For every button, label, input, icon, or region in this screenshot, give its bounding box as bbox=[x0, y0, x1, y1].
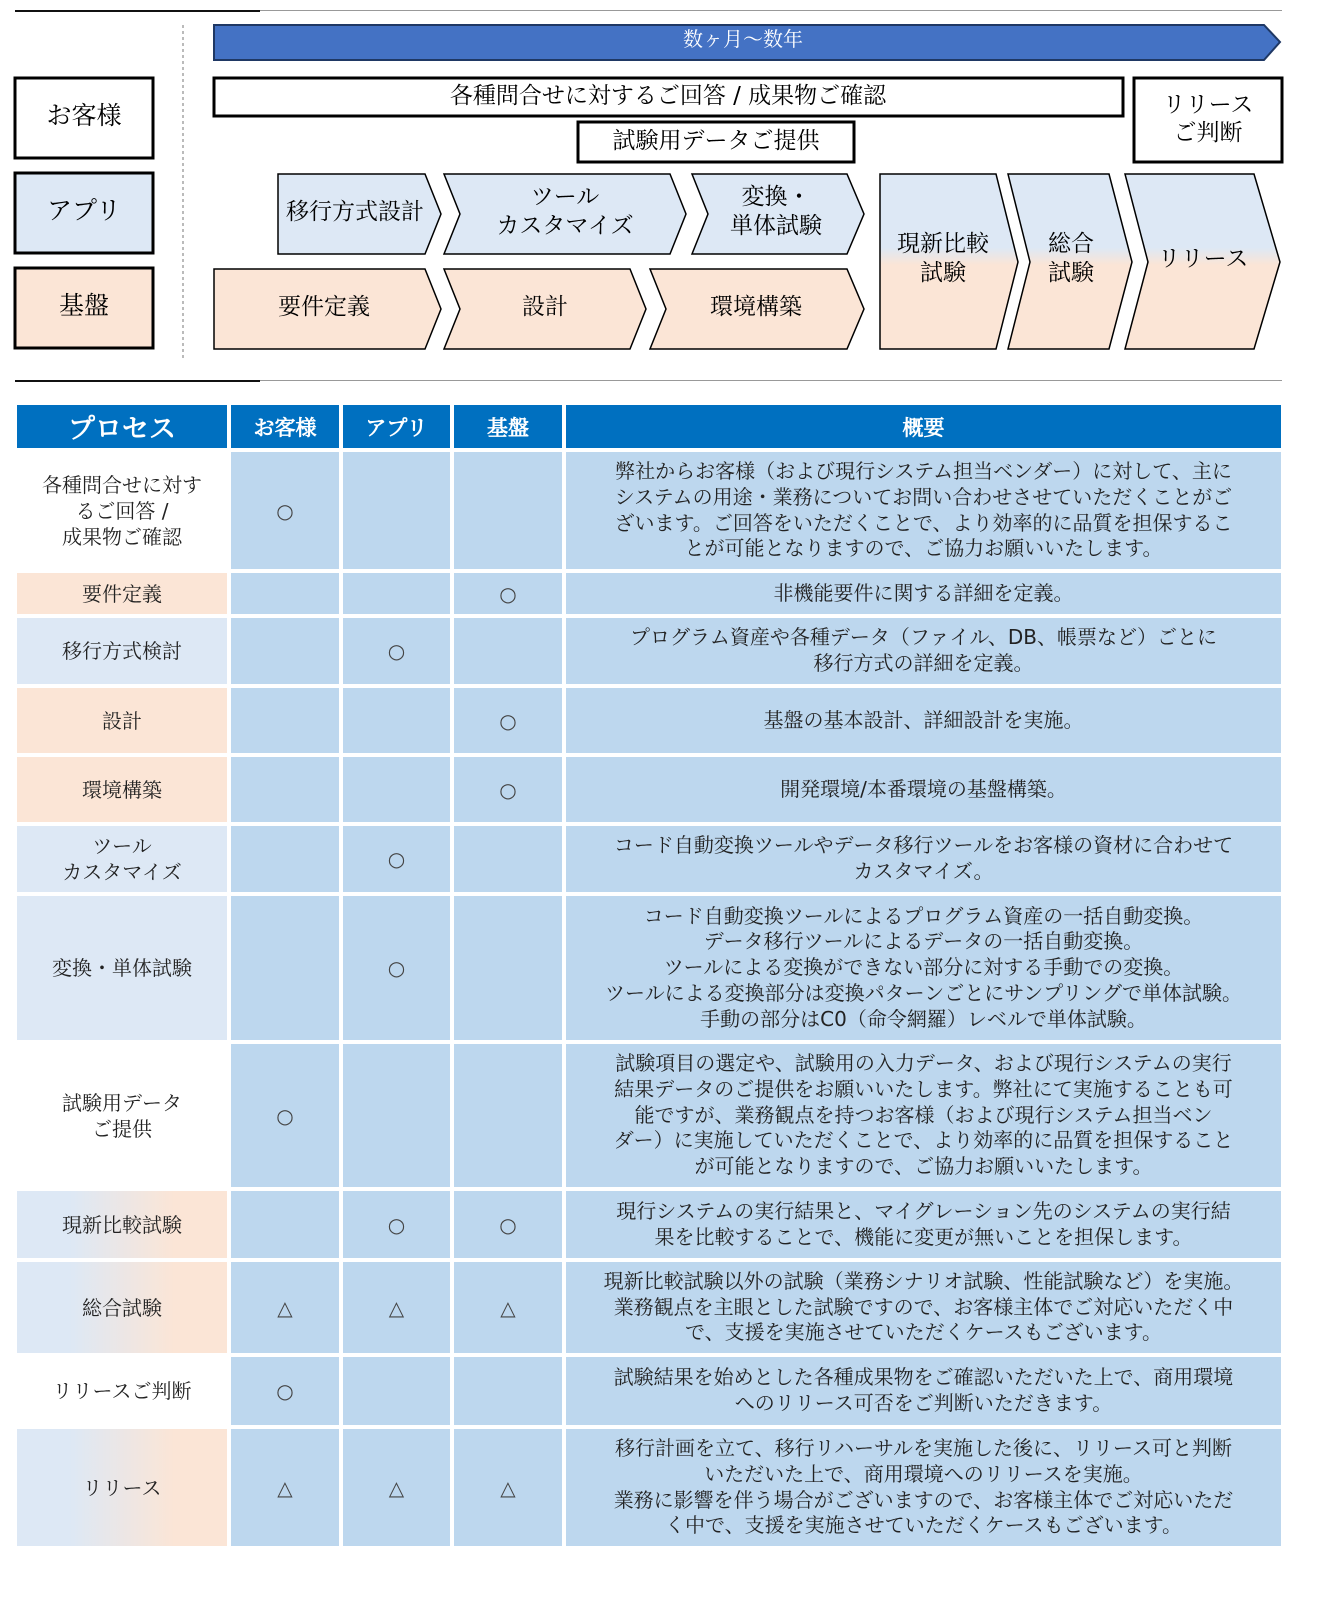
svg-text:総合: 総合 bbox=[1048, 231, 1094, 257]
process-name-line: 各種問合せに対す bbox=[42, 472, 202, 497]
header-process: プロセス bbox=[17, 405, 227, 448]
app-role-mark bbox=[343, 1044, 450, 1187]
process-name-line: リリースご判断 bbox=[52, 1379, 192, 1403]
base-role-mark: ○ bbox=[454, 688, 562, 753]
process-name-line: カスタマイズ bbox=[62, 860, 182, 884]
process-name-line: 現新比較試験 bbox=[62, 1212, 182, 1237]
customer-role-mark bbox=[231, 688, 339, 753]
svg-text:数ヶ月〜数年: 数ヶ月〜数年 bbox=[683, 27, 803, 51]
base-role-mark: ○ bbox=[454, 757, 562, 822]
summary-line: 業務に影響を伴う場合がございますので、お客様主体でご対応いただ bbox=[613, 1487, 1234, 1512]
table-row bbox=[17, 896, 1281, 1040]
process-name-line: ツール bbox=[92, 834, 152, 858]
process-name-line: 変換・単体試験 bbox=[52, 956, 192, 980]
app-role-mark: ○ bbox=[343, 896, 450, 1040]
process-cell bbox=[17, 573, 227, 614]
process-name-line: 設計 bbox=[102, 708, 142, 733]
summary-line: 試験項目の選定や、試験用の入力データ、および現行システムの実行 bbox=[615, 1051, 1232, 1075]
customer-role-mark bbox=[231, 826, 339, 892]
base-role-mark bbox=[454, 1044, 562, 1187]
process-cell bbox=[17, 1357, 227, 1425]
svg-text:ご判断: ご判断 bbox=[1173, 120, 1243, 146]
process-cell bbox=[17, 757, 227, 822]
summary-cell bbox=[566, 573, 1281, 614]
customer-role-mark bbox=[231, 618, 339, 684]
step-integration-test bbox=[1008, 174, 1132, 349]
summary-line: 結果データのご提供をお願いいたします。弊社にて実施することも可 bbox=[614, 1076, 1233, 1101]
table-header-row bbox=[17, 405, 1281, 448]
customer-role-mark bbox=[231, 573, 339, 614]
header-base: 基盤 bbox=[454, 405, 562, 448]
customer-role-mark: ○ bbox=[231, 452, 339, 569]
svg-text:設計: 設計 bbox=[522, 294, 568, 320]
base-role-mark bbox=[454, 826, 562, 892]
process-name-line: 成果物ご確認 bbox=[62, 524, 182, 549]
base-role-mark: ○ bbox=[454, 1191, 562, 1258]
summary-line: コード自動変換ツールやデータ移行ツールをお客様の資材に合わせて bbox=[613, 833, 1234, 858]
app-role-mark: △ bbox=[343, 1262, 450, 1353]
svg-text:基盤: 基盤 bbox=[58, 291, 110, 320]
summary-cell bbox=[566, 1429, 1281, 1546]
summary-cell bbox=[566, 618, 1281, 684]
process-cell bbox=[17, 896, 227, 1040]
svg-text:変換・: 変換・ bbox=[741, 184, 811, 210]
summary-line: システムの用途・業務についてお問い合わせさせていただくことがご bbox=[614, 484, 1233, 509]
base-role-mark bbox=[454, 1357, 562, 1425]
process-flow-diagram bbox=[0, 0, 1320, 372]
process-cell bbox=[17, 618, 227, 684]
process-cell bbox=[17, 1429, 227, 1546]
svg-text:アプリ: アプリ bbox=[46, 196, 122, 225]
process-cell bbox=[17, 1191, 227, 1258]
summary-cell bbox=[566, 1044, 1281, 1187]
summary-cell bbox=[566, 688, 1281, 753]
task-release-decision bbox=[1134, 78, 1282, 162]
svg-text:リリース: リリース bbox=[1162, 92, 1254, 118]
svg-text:リリース: リリース bbox=[1157, 246, 1249, 272]
app-role-mark: ○ bbox=[343, 618, 450, 684]
summary-line: 果を比較することで、機能に変更が無いことを担保します。 bbox=[654, 1224, 1193, 1249]
step-design bbox=[444, 269, 646, 349]
base-role-mark: △ bbox=[454, 1429, 562, 1546]
table-row bbox=[17, 1357, 1281, 1425]
step-comparison-test bbox=[880, 174, 1018, 349]
summary-line: が可能となりますので、ご協力お願いいたします。 bbox=[694, 1154, 1153, 1179]
summary-line: プログラム資産や各種データ（ファイル、DB、帳票など）ごとに bbox=[630, 625, 1217, 650]
svg-text:試験: 試験 bbox=[920, 260, 966, 286]
legend-customer bbox=[15, 78, 153, 158]
process-table bbox=[13, 401, 1285, 1550]
summary-line: く中で、支援を実施させていただくケースもございます。 bbox=[665, 1513, 1182, 1538]
summary-line: 試験結果を始めとした各種成果物をご確認いただいた上で、商用環境 bbox=[613, 1365, 1234, 1390]
customer-role-mark bbox=[231, 896, 339, 1040]
summary-cell bbox=[566, 757, 1281, 822]
svg-text:試験用データご提供: 試験用データご提供 bbox=[612, 128, 820, 154]
customer-role-mark: ○ bbox=[231, 1044, 339, 1187]
svg-text:ツール: ツール bbox=[530, 184, 600, 210]
table-row bbox=[17, 688, 1281, 753]
process-cell bbox=[17, 688, 227, 753]
svg-text:要件定義: 要件定義 bbox=[278, 294, 370, 320]
customer-role-mark bbox=[231, 757, 339, 822]
process-name-line: リリース bbox=[82, 1475, 162, 1500]
process-name-line: 試験用データ bbox=[62, 1090, 182, 1115]
app-role-mark bbox=[343, 1357, 450, 1425]
summary-line: 基盤の基本設計、詳細設計を実施。 bbox=[763, 707, 1084, 732]
table-row bbox=[17, 1262, 1281, 1353]
summary-line: で、支援を実施させていただくケースもございます。 bbox=[685, 1320, 1162, 1345]
process-name-line: 環境構築 bbox=[82, 777, 162, 802]
step-requirements bbox=[214, 269, 441, 349]
svg-text:単体試験: 単体試験 bbox=[730, 213, 822, 239]
app-role-mark bbox=[343, 757, 450, 822]
process-cell bbox=[17, 1044, 227, 1187]
table-row bbox=[17, 618, 1281, 684]
task-test-data bbox=[578, 122, 854, 162]
summary-line: カスタマイズ。 bbox=[853, 859, 994, 883]
svg-text:移行方式設計: 移行方式設計 bbox=[286, 199, 424, 225]
customer-role-mark: △ bbox=[231, 1429, 339, 1546]
customer-role-mark: ○ bbox=[231, 1357, 339, 1425]
summary-line: ツールによる変換部分は変換パターンごとにサンプリングで単体試験。 bbox=[605, 980, 1242, 1005]
table-row bbox=[17, 573, 1281, 614]
summary-line: ツールによる変換ができない部分に対する手動での変換。 bbox=[663, 955, 1184, 980]
summary-cell bbox=[566, 1262, 1281, 1353]
summary-cell bbox=[566, 896, 1281, 1040]
summary-line: 開発環境/本番環境の基盤構築。 bbox=[780, 776, 1067, 801]
task-inquiry bbox=[214, 78, 1123, 116]
summary-line: へのリリース可否をご判断いただきます。 bbox=[734, 1391, 1113, 1415]
duration-arrow bbox=[214, 25, 1280, 60]
svg-text:現新比較: 現新比較 bbox=[897, 231, 989, 257]
summary-line: いただいた上で、商用環境へのリリースを実施。 bbox=[704, 1461, 1143, 1486]
summary-line: 移行方式の詳細を定義。 bbox=[813, 651, 1034, 675]
app-role-mark: △ bbox=[343, 1429, 450, 1546]
step-convert-unit-test bbox=[692, 174, 864, 254]
process-name-line: ご提供 bbox=[92, 1116, 152, 1141]
summary-cell bbox=[566, 826, 1281, 892]
app-role-mark: ○ bbox=[343, 826, 450, 892]
step-release bbox=[1125, 174, 1280, 349]
process-cell bbox=[17, 826, 227, 892]
step-tool-customize bbox=[444, 174, 686, 254]
summary-cell bbox=[566, 1191, 1281, 1258]
summary-line: データ移行ツールによるデータの一括自動変換。 bbox=[703, 929, 1144, 954]
table-row bbox=[17, 1044, 1281, 1187]
process-cell bbox=[17, 452, 227, 569]
process-cell bbox=[17, 1262, 227, 1353]
base-role-mark bbox=[454, 452, 562, 569]
step-migration-design bbox=[278, 174, 441, 254]
table-row bbox=[17, 1191, 1281, 1258]
customer-role-mark: △ bbox=[231, 1262, 339, 1353]
customer-role-mark bbox=[231, 1191, 339, 1258]
app-role-mark bbox=[343, 452, 450, 569]
process-name-line: 移行方式検討 bbox=[62, 639, 182, 663]
summary-line: 現行システムの実行結果と、マイグレーション先のシステムの実行結 bbox=[616, 1198, 1231, 1223]
base-role-mark: △ bbox=[454, 1262, 562, 1353]
summary-line: 非機能要件に関する詳細を定義。 bbox=[773, 580, 1074, 605]
table-row bbox=[17, 757, 1281, 822]
svg-text:環境構築: 環境構築 bbox=[710, 294, 802, 320]
summary-line: 能ですが、業務観点を持つお客様（および現行システム担当ベン bbox=[634, 1102, 1213, 1127]
svg-text:各種問合せに対するご回答 / 成果物ご確認: 各種問合せに対するご回答 / 成果物ご確認 bbox=[449, 83, 887, 109]
svg-text:カスタマイズ: カスタマイズ bbox=[496, 213, 634, 239]
svg-text:試験: 試験 bbox=[1048, 260, 1094, 286]
app-role-mark bbox=[343, 688, 450, 753]
summary-line: 手動の部分はC0（命令網羅）レベルで単体試験。 bbox=[700, 1006, 1147, 1031]
base-role-mark bbox=[454, 896, 562, 1040]
process-name-line: 総合試験 bbox=[82, 1295, 162, 1320]
legend-app bbox=[15, 173, 153, 253]
header-summary: 概要 bbox=[566, 405, 1281, 448]
step-env-build bbox=[650, 269, 864, 349]
summary-line: 現新比較試験以外の試験（業務シナリオ試験、性能試験など）を実施。 bbox=[603, 1268, 1244, 1293]
app-role-mark bbox=[343, 573, 450, 614]
header-app: アプリ bbox=[343, 405, 450, 448]
base-role-mark bbox=[454, 618, 562, 684]
process-name-line: 要件定義 bbox=[82, 581, 162, 606]
summary-line: ざいます。ご回答をいただくことで、より効率的に品質を担保するこ bbox=[614, 510, 1233, 535]
summary-line: とが可能となりますので、ご協力お願いいたします。 bbox=[684, 536, 1163, 561]
summary-cell bbox=[566, 452, 1281, 569]
summary-line: コード自動変換ツールによるプログラム資産の一括自動変換。 bbox=[643, 903, 1204, 928]
summary-line: 弊社からお客様（および現行システム担当ベンダー）に対して、主に bbox=[615, 458, 1232, 483]
app-role-mark: ○ bbox=[343, 1191, 450, 1258]
summary-line: 移行計画を立て、移行リハーサルを実施した後に、リリース可と判断 bbox=[615, 1435, 1232, 1460]
table-row bbox=[17, 1429, 1281, 1546]
process-name-line: るご回答 / bbox=[75, 498, 169, 523]
table-row bbox=[17, 826, 1281, 892]
base-role-mark: ○ bbox=[454, 573, 562, 614]
table-row bbox=[17, 452, 1281, 569]
header-customer: お客様 bbox=[231, 405, 339, 448]
summary-cell bbox=[566, 1357, 1281, 1425]
middle-divider bbox=[15, 380, 1282, 381]
legend-base bbox=[15, 268, 153, 348]
svg-text:お客様: お客様 bbox=[46, 101, 122, 130]
summary-line: 業務観点を主眼とした試験ですので、お客様主体でご対応いただく中 bbox=[613, 1294, 1234, 1319]
summary-line: ダー）に実施していただくことで、より効率的に品質を担保すること bbox=[613, 1128, 1234, 1153]
